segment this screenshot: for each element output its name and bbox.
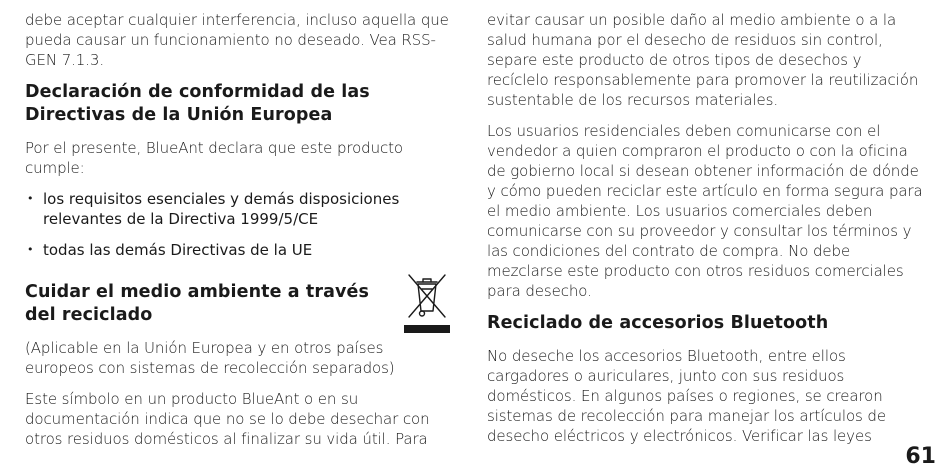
weee-underline-bar (404, 325, 450, 333)
recycling-heading-row (25, 271, 450, 338)
left-column (25, 10, 450, 460)
crossed-out-wheelie-bin-icon (407, 273, 447, 319)
weee-symbol (404, 273, 450, 333)
heading-bluetooth-recycling: Reciclado de accesorios Bluetooth (487, 313, 829, 333)
heading-eu-conformity: Declaración de conformidad de las Directivas de la Unión Europea (25, 82, 370, 125)
list-item: • los requisitos esenciales y demás disposiciones relevantes de la Directiva 1999/5/CE (25, 189, 450, 229)
list-item: • todas las demás Directivas de la UE (25, 240, 450, 260)
right-column (487, 10, 927, 457)
paragraph-users: Los usuarios residenciales deben comunicarse con el vendedor a quien compraron el producto o con la oficina de gobierno local si desean obtener información de dónde y cómo pueden reciclar este artículo en forma segura para el medio ambiente. Los usuarios comerciales deben comunicarse con su proveedor y consultar los términos y las condiciones del contrato de compra. No debe mezclarse este producto con otros residuos comerciales para desecho. (487, 122, 923, 300)
paragraph-bluetooth: No deseche los accesorios Bluetooth, entre ellos cargadores o auriculares, junto con sus residuos domésticos. En algunos países o regiones, se crearon sistemas de recolección para manejar los artículos de desecho eléctricos y electrónicos. Verificar las leyes (487, 347, 886, 445)
paragraph-interference: debe aceptar cualquier interferencia, incluso aquella que pueda causar un funcionamiento no deseado. Vea RSS-GEN 7.1.3. (25, 11, 449, 69)
page-number: 61 (905, 444, 936, 469)
paragraph-symbol-meaning: Este símbolo en un producto BlueAnt o en su documentación indica que no se lo debe desechar con otros residuos domésticos al finalizar su vida útil. Para (25, 390, 430, 448)
heading-environment: Cuidar el medio ambiente a través del reciclado (25, 282, 369, 325)
requirements-list (25, 189, 450, 260)
paragraph-avoid-damage: evitar causar un posible daño al medio ambiente o a la salud humana por el desecho de residuos sin control, separe este producto de otros tipos de desechos y recíclelo responsablemente para promover la reutilización sustentable de los recursos materiales. (487, 11, 919, 109)
paragraph-applicable: (Aplicable en la Unión Europea y en otros países europeos con sistemas de recolección separados) (25, 339, 395, 377)
paragraph-declaration: Por el presente, BlueAnt declara que este producto cumple: (25, 139, 404, 177)
